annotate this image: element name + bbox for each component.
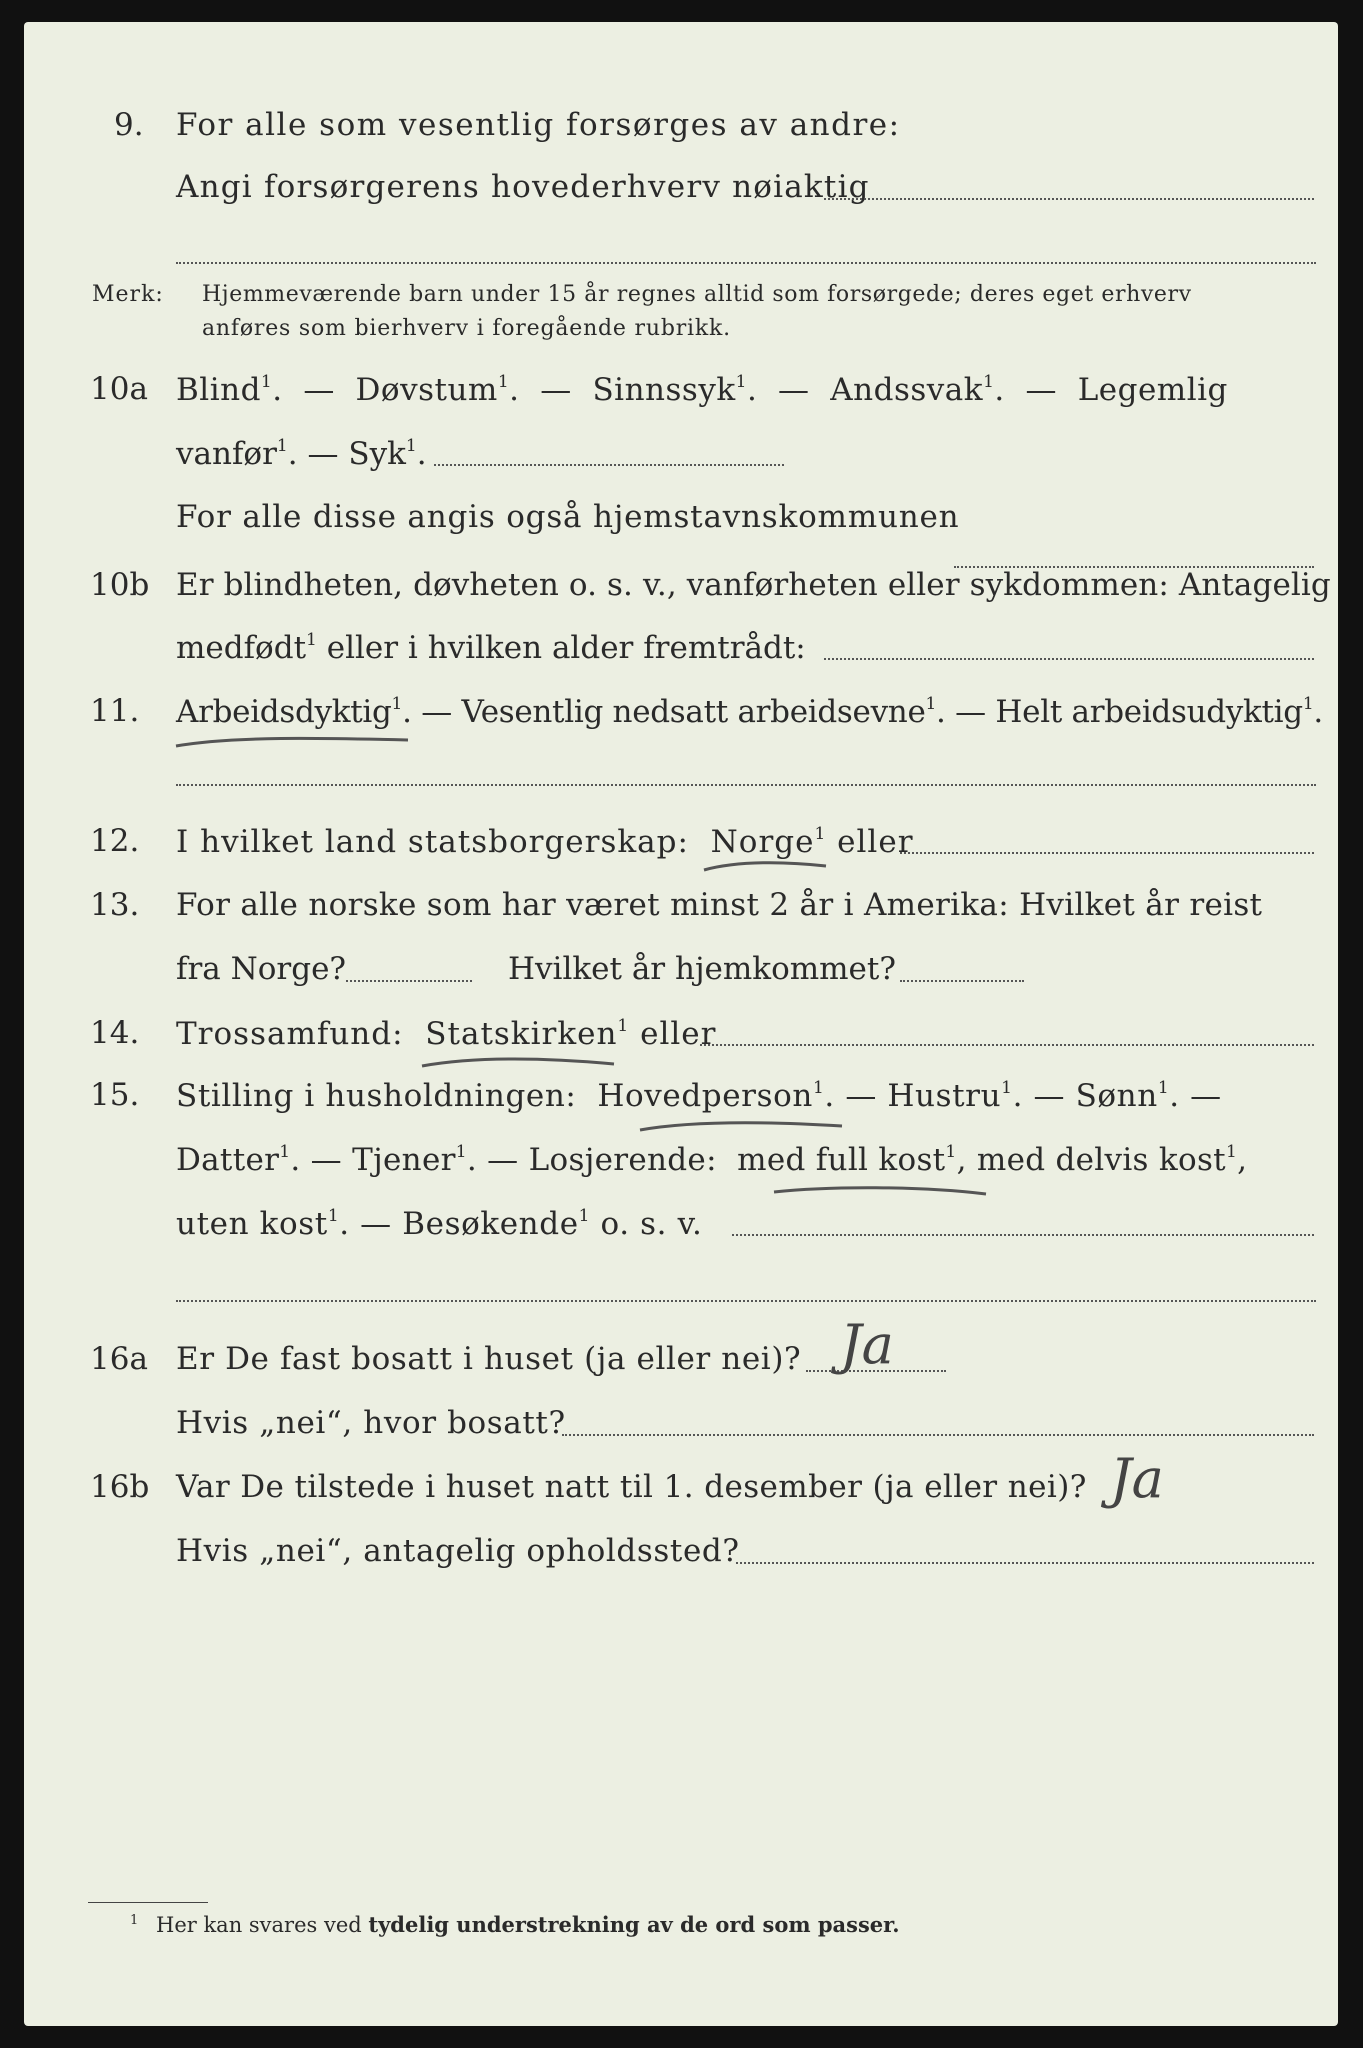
q10a-line2: vanfør$^1$. — Syk$^1$. [176, 435, 427, 472]
footnote-mark: 1 [130, 1913, 139, 1928]
q15-number: 15. [90, 1077, 140, 1113]
opt-udyktig[interactable]: Helt arbeidsudyktig [995, 693, 1303, 730]
q16a-number: 16a [90, 1341, 148, 1377]
q10a-line3: For alle disse angis også hjemstavnskommunen [176, 499, 960, 535]
opt-tjener[interactable]: Tjener [352, 1141, 456, 1178]
q13-hjemkommet-line[interactable] [900, 980, 1024, 982]
opt-statskirken[interactable]: Statskirken [425, 1015, 618, 1052]
q10a-number: 10a [90, 371, 148, 407]
opt-delviskost[interactable]: med delvis kost [976, 1141, 1226, 1178]
underline-norge [700, 852, 830, 878]
q10b-line2: medfødt$^1$ eller i hvilken alder fremtrådt: [176, 629, 806, 666]
q10a-answer-line[interactable] [434, 464, 784, 466]
q14-number: 14. [90, 1015, 140, 1051]
q9-line2: Angi forsørgerens hovederhverv nøiaktig [176, 169, 870, 205]
opt-sinnssyk[interactable]: Sinnssyk [592, 371, 736, 408]
q13-line2b: Hvilket år hjemkommet? [508, 951, 896, 987]
q9-line1: For alle som vesentlig forsørges av andre: [176, 107, 901, 143]
q10b-answer-line[interactable] [824, 658, 1314, 660]
footnote-rule [88, 1902, 208, 1903]
q11-line: Arbeidsdyktig$^1$. — Vesentlig nedsatt arbeidsevne$^1$. — Helt arbeidsudyktig$^1$. [176, 693, 1323, 730]
q9-answer-line-2[interactable] [176, 262, 1316, 264]
opt-blind[interactable]: Blind [176, 371, 261, 408]
q14-answer-line[interactable] [700, 1044, 1314, 1046]
q9-answer-line[interactable] [824, 198, 1314, 200]
opt-nedsatt[interactable]: Vesentlig nedsatt arbeidsevne [461, 693, 926, 730]
q15-line2: Datter$^1$. — Tjener$^1$. — Losjerende: med full kost$^1$, med delvis kost$^1$, [176, 1141, 1248, 1178]
census-form-page [24, 22, 1338, 2026]
q9-number: 9. [114, 107, 144, 143]
q14-line: Trossamfund: Statskirken$^1$ eller [176, 1015, 717, 1052]
q15-line1: Stilling i husholdningen: Hovedperson$^1$. — Hustru$^1$. — Sønn$^1$. — [176, 1077, 1222, 1114]
q10b-number: 10b [90, 567, 150, 603]
q16a-handwritten-answer[interactable]: Ja [840, 1313, 894, 1376]
q15-answer-line-2[interactable] [176, 1300, 1316, 1302]
opt-norge[interactable]: Norge [710, 823, 815, 860]
underline-hovedperson [636, 1112, 846, 1138]
footnote-text: Her kan svares ved tydelig understrekning av de ord som passer. [156, 1912, 900, 1937]
q16a-line1: Er De fast bosatt i huset (ja eller nei)? [176, 1341, 802, 1377]
q10a-line1: Blind$^1$. — Døvstum$^1$. — Sinnssyk$^1$. — Andssvak$^1$. — Legemlig [176, 371, 1228, 408]
q16b-line1: Var De tilstede i huset natt til 1. desember (ja eller nei)? [176, 1469, 1087, 1505]
q16b-line2: Hvis „nei“, antagelig opholdssted? [176, 1533, 740, 1569]
opt-hovedperson[interactable]: Hovedperson [597, 1077, 813, 1114]
opt-utenkost[interactable]: uten kost [176, 1205, 328, 1242]
q15-answer-line[interactable] [732, 1234, 1314, 1236]
q13-line2a: fra Norge? [176, 951, 347, 987]
opt-besokende[interactable]: Besøkende [402, 1205, 579, 1242]
q15-line3: uten kost$^1$. — Besøkende$^1$ o. s. v. [176, 1205, 703, 1242]
underline-arbeidsdyktig [172, 722, 412, 752]
q11-answer-line[interactable] [176, 784, 1316, 786]
underline-statskirken [418, 1048, 618, 1074]
q16b-number: 16b [90, 1469, 150, 1505]
opt-legemlig[interactable]: Legemlig [1077, 371, 1228, 408]
q12-answer-line[interactable] [900, 852, 1314, 854]
opt-arbeidsdyktig[interactable]: Arbeidsdyktig [176, 693, 392, 730]
q16a-bosatt-line[interactable] [562, 1434, 1314, 1436]
q12-number: 12. [90, 823, 140, 859]
opt-fullkost[interactable]: med full kost [737, 1141, 946, 1178]
underline-fullkost [770, 1178, 990, 1204]
q16a-line2: Hvis „nei“, hvor bosatt? [176, 1405, 566, 1441]
q13-number: 13. [90, 887, 140, 923]
opt-medfodt[interactable]: medfødt [176, 629, 307, 666]
q11-number: 11. [90, 693, 140, 729]
q16b-handwritten-answer[interactable]: Ja [1110, 1447, 1164, 1510]
opt-sonn[interactable]: Sønn [1075, 1077, 1158, 1114]
q13-line1: For alle norske som har været minst 2 år i Amerika: Hvilket år reist [176, 887, 1263, 923]
q10b-line1: Er blindheten, døvheten o. s. v., vanførheten eller sykdommen: Antagelig [176, 567, 1331, 603]
merk-label: Merk: [92, 282, 164, 307]
q16b-opholdssted-line[interactable] [736, 1562, 1314, 1564]
merk-line1: Hjemmeværende barn under 15 år regnes alltid som forsørgede; deres eget erhverv [202, 282, 1192, 307]
q13-reist-line[interactable] [346, 980, 472, 982]
merk-line2: anføres som bierhverv i foregående rubrikk. [202, 316, 731, 341]
opt-vanfor[interactable]: vanfør [176, 435, 277, 472]
q12-line: I hvilket land statsborgerskap: Norge$^1$ eller [176, 823, 914, 860]
opt-datter[interactable]: Datter [176, 1141, 280, 1178]
opt-andssvak[interactable]: Andssvak [830, 371, 984, 408]
opt-hustru[interactable]: Hustru [887, 1077, 1002, 1114]
opt-syk[interactable]: Syk [348, 435, 406, 472]
opt-dovstum[interactable]: Døvstum [355, 371, 498, 408]
